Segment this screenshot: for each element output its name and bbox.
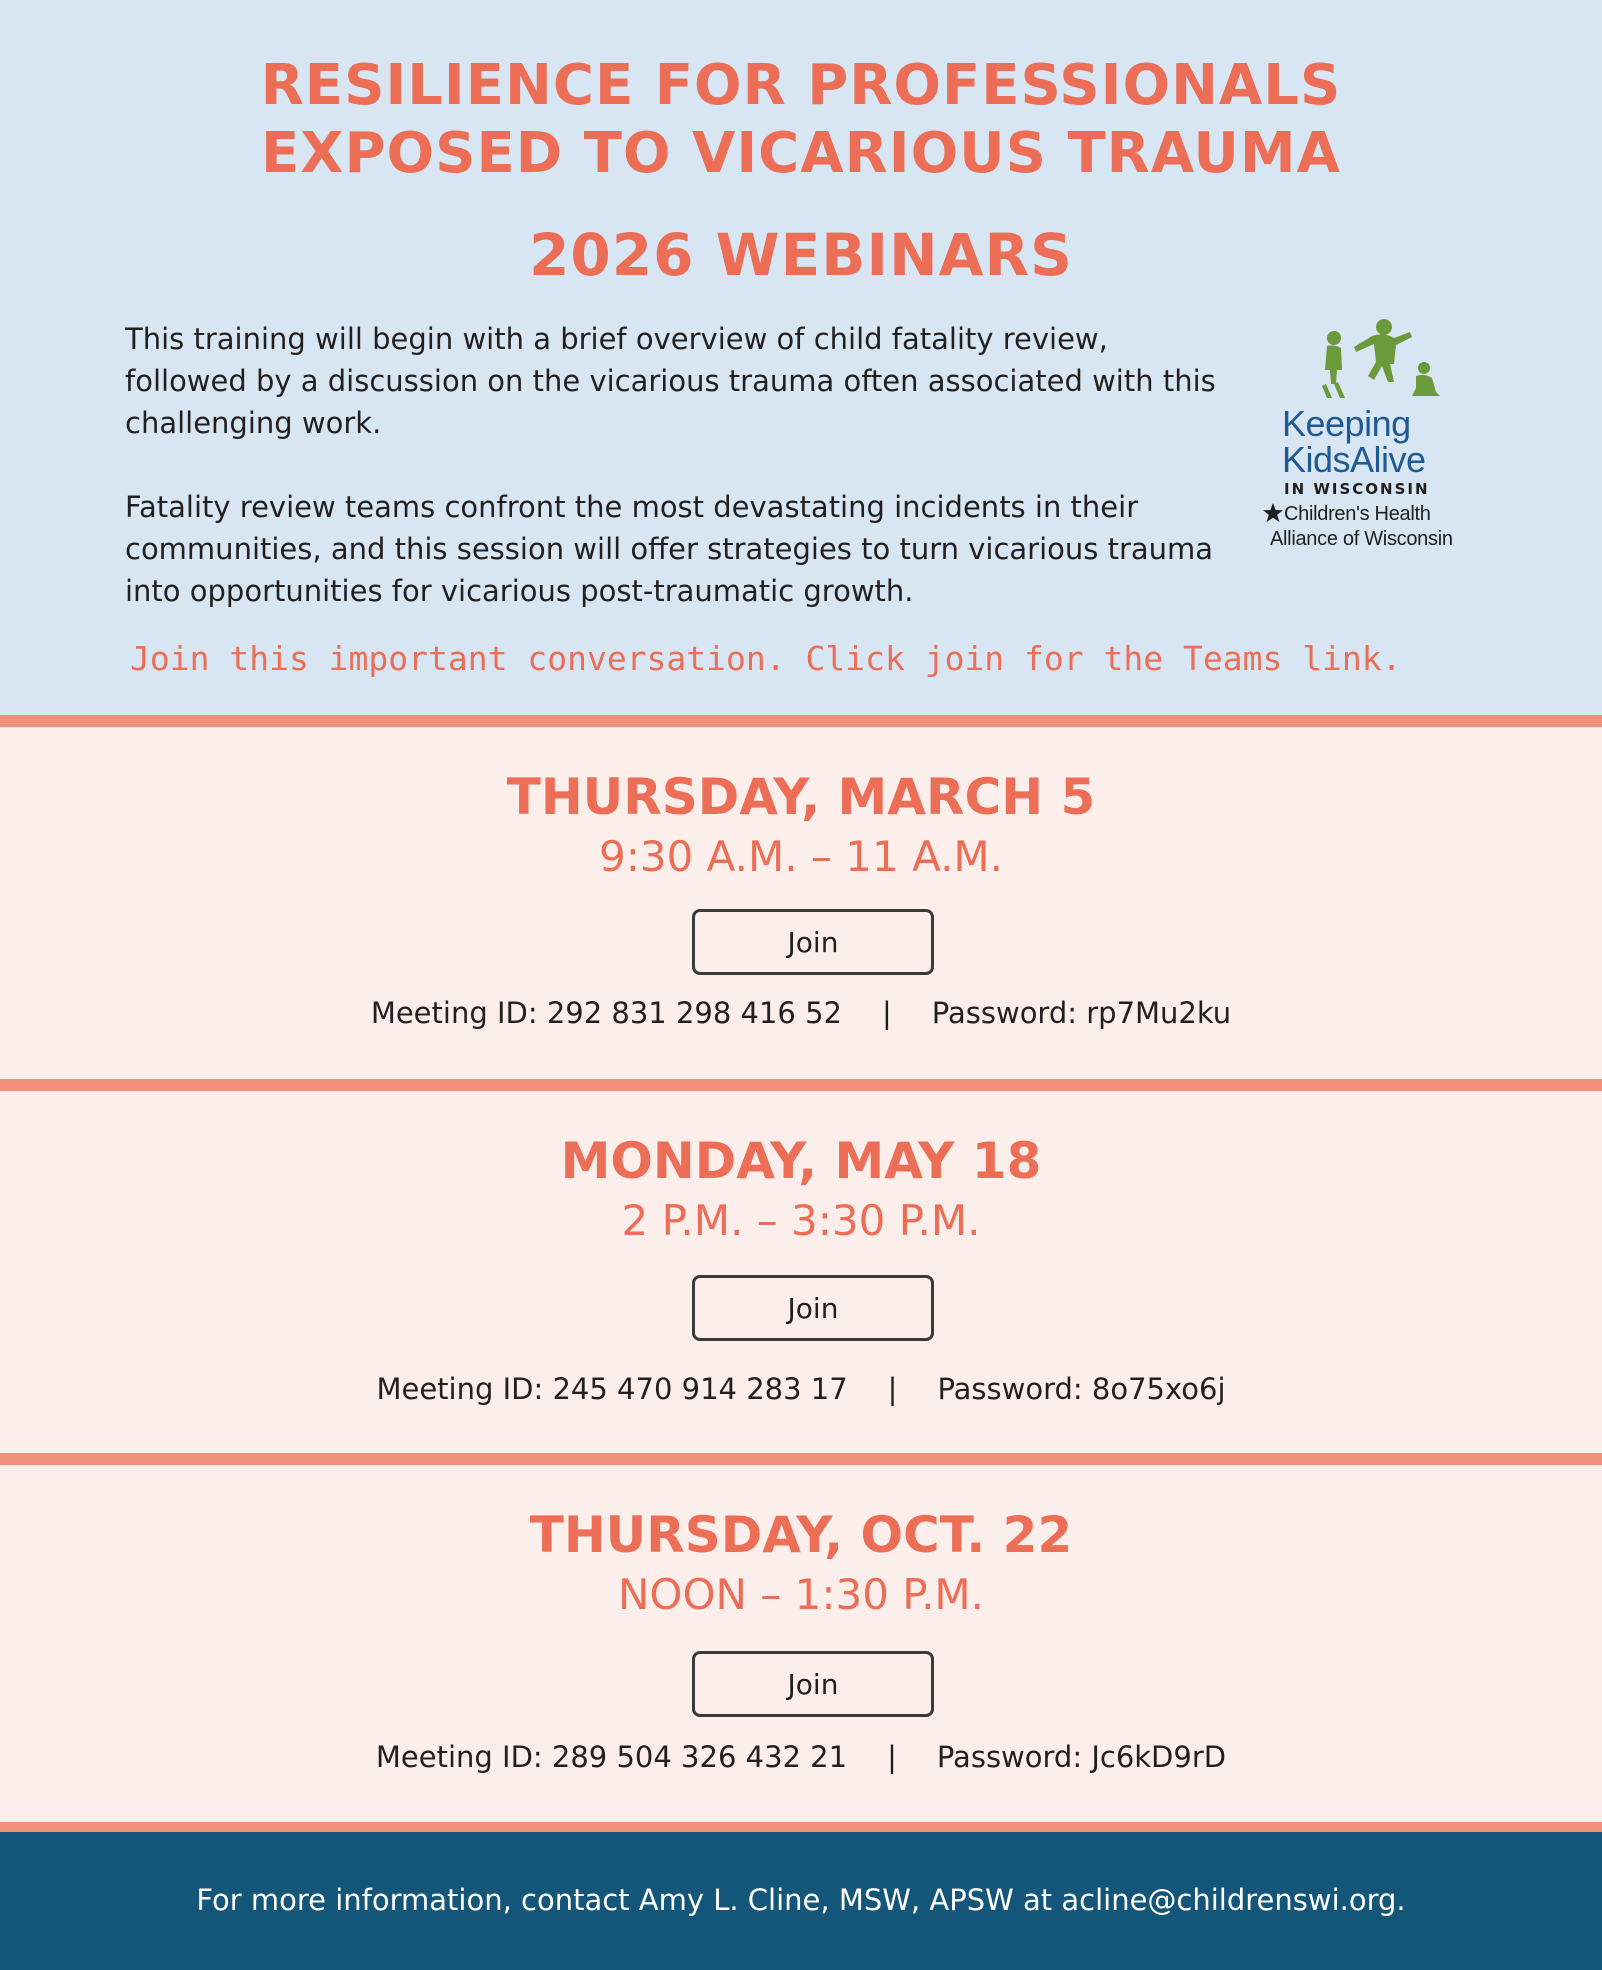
children-silhouette-icon — [1312, 318, 1442, 400]
join-button[interactable]: Join — [692, 1275, 934, 1341]
call-to-action: Join this important conversation. Click join for the Teams link. — [130, 639, 1402, 678]
session-time: 2 P.M. – 3:30 P.M. — [621, 1196, 981, 1245]
meeting-password: Password: 8o75xo6j — [937, 1372, 1226, 1406]
session-time: 9:30 A.M. – 11 A.M. — [598, 832, 1004, 881]
page-title — [0, 52, 1602, 188]
meeting-id: Meeting ID: 292 831 298 416 52 — [370, 996, 843, 1030]
logo-org-name — [1270, 502, 1453, 552]
join-button[interactable]: Join — [692, 1651, 934, 1717]
meeting-separator: | — [887, 1372, 898, 1406]
meeting-separator: | — [882, 996, 892, 1030]
section-divider — [0, 1453, 1602, 1465]
logo-org-line-1: Children's Health — [1284, 503, 1431, 525]
meeting-separator: | — [887, 1740, 897, 1774]
page-subtitle: 2026 WEBINARS — [529, 221, 1073, 289]
intro-paragraph-2: Fatality review teams confront the most devastating incidents in their communities, and this session will offer strategies to turn vicarious trauma into opportunities for vicarious post-traumatic growth. — [125, 490, 1214, 608]
logo-word-keeping: Keeping — [1282, 403, 1411, 444]
meeting-id: Meeting ID: 245 470 914 283 17 — [376, 1372, 848, 1406]
session-date: THURSDAY, OCT. 22 — [529, 1506, 1073, 1564]
intro-text — [125, 318, 1235, 612]
session-time: NOON – 1:30 P.M. — [617, 1570, 985, 1619]
logo-org-line-2: Alliance of Wisconsin — [1270, 528, 1453, 550]
session-may-18 — [0, 1091, 1602, 1453]
session-march-5 — [0, 727, 1602, 1079]
meeting-password: Password: rp7Mu2ku — [931, 996, 1232, 1030]
meeting-password: Password: Jc6kD9rD — [936, 1740, 1227, 1774]
title-line-2: EXPOSED TO VICARIOUS TRAUMA — [261, 121, 1341, 186]
session-date: MONDAY, MAY 18 — [560, 1132, 1042, 1190]
meeting-info — [0, 993, 1602, 1033]
session-oct-22 — [0, 1465, 1602, 1822]
section-divider — [0, 1079, 1602, 1091]
session-date: THURSDAY, MARCH 5 — [506, 768, 1096, 826]
keeping-kids-alive-logo — [1262, 318, 1482, 558]
footer-contact: For more information, contact Amy L. Cline, MSW, APSW at acline@childrenswi.org. — [196, 1883, 1406, 1917]
intro-paragraph-1: This training will begin with a brief overview of child fatality review, followed by a discussion on the vicarious trauma often associated with this challenging work. — [125, 322, 1216, 440]
logo-state-label: IN WISCONSIN — [1284, 480, 1430, 498]
meeting-info — [0, 1737, 1602, 1777]
footer — [0, 1832, 1602, 1970]
section-divider — [0, 715, 1602, 727]
header-section — [0, 0, 1602, 715]
meeting-id: Meeting ID: 289 504 326 432 21 — [375, 1740, 848, 1774]
meeting-info — [0, 1369, 1602, 1409]
logo-word-kidsalive: KidsAlive — [1282, 439, 1426, 480]
join-button[interactable]: Join — [692, 909, 934, 975]
section-divider — [0, 1822, 1602, 1832]
title-line-1: RESILIENCE FOR PROFESSIONALS — [260, 53, 1342, 118]
